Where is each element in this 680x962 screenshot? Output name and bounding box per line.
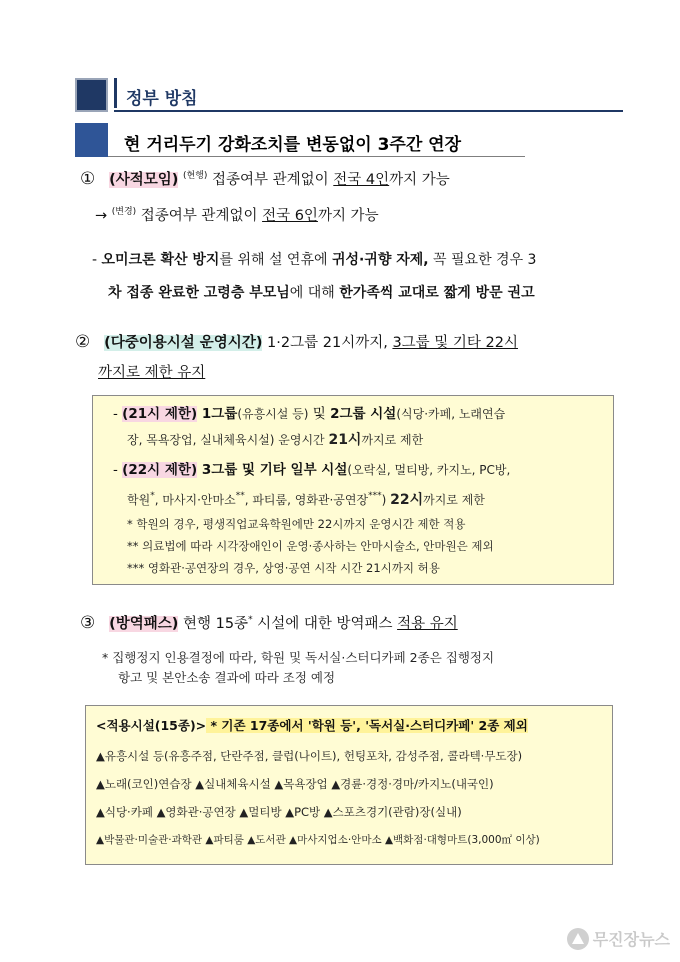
box2-b1-group2-desc: (식당·카페, 노래연습 bbox=[396, 407, 506, 421]
item2-line2 bbox=[98, 363, 205, 383]
item3-label: (방역패스) bbox=[109, 616, 179, 632]
footnote-mark: * bbox=[150, 491, 155, 501]
sub-marker-square bbox=[75, 123, 108, 157]
footnote-mark: * bbox=[248, 615, 253, 625]
item3-note-line2: 항고 및 본안소송 결과에 따라 조정 예정 bbox=[118, 670, 336, 685]
item2-number: ② bbox=[75, 332, 91, 352]
dash: - bbox=[113, 462, 123, 478]
item1-change-tag: (변경) bbox=[111, 207, 137, 217]
section-marker-square bbox=[75, 78, 108, 112]
section-title: 정부 방침 bbox=[114, 78, 623, 112]
sub-header bbox=[75, 123, 525, 157]
box2-b2-group: 3그룹 및 기타 일부 시설 bbox=[197, 462, 348, 478]
dash: - bbox=[92, 252, 102, 268]
box2-b1-line2-text: 장, 목욕장업, 실내체육시설) 운영시간 bbox=[127, 433, 329, 447]
box2-b1-group1-desc: (유흥시설 등) bbox=[237, 407, 309, 421]
box3-row-1: ▲유흥시설 등(유흥주점, 단란주점, 클럽(나이트), 헌팅포차, 감성주점, 콜라텍·무도장) bbox=[96, 749, 523, 763]
box2-b1-conj: 및 bbox=[308, 406, 331, 422]
sub-title: 현 거리두기 강화조치를 변동없이 3주간 연장 bbox=[108, 123, 525, 157]
item1-number: ① bbox=[80, 169, 96, 189]
item1-change-text: 접종여부 관계없이 bbox=[136, 208, 263, 224]
watermark-logo bbox=[567, 927, 670, 950]
box3-header-label: <적용시설(15종)> bbox=[96, 718, 207, 733]
item1-current-limit: 전국 4인 bbox=[333, 172, 390, 188]
item1-note-emph2: 귀성·귀향 자제, bbox=[331, 252, 429, 268]
box2-b1-line2 bbox=[127, 430, 423, 450]
item2-text: 1·2그룹 21시까지, bbox=[262, 335, 393, 351]
box2-b2-tag: (22시 제한) bbox=[122, 462, 198, 478]
item1-change-suffix: 까지 가능 bbox=[317, 208, 379, 224]
footnote-mark: ** bbox=[235, 491, 245, 501]
item1-note-text3: 에 대해 bbox=[289, 285, 340, 301]
item2-line2-text: 까지로 제한 유지 bbox=[98, 365, 206, 381]
item1-note-emph3: 차 접종 완료한 고령층 부모님 bbox=[108, 285, 290, 301]
item1-line1 bbox=[80, 166, 450, 190]
box2-b1-group2: 2그룹 시설 bbox=[330, 406, 397, 422]
item3-text-underlined: 적용 유지 bbox=[397, 616, 458, 632]
item1-note-emph1: 오미크론 확산 방지 bbox=[101, 252, 220, 268]
dash: - bbox=[113, 406, 123, 422]
item2-label: (다중이용시설 운영시간) bbox=[104, 335, 263, 351]
box2-b2-academy: 학원 bbox=[127, 493, 151, 507]
box2-b2-theater: , 파티룸, 영화관·공연장 bbox=[244, 493, 369, 507]
item3-facility-box bbox=[85, 705, 613, 865]
box2-b1-group1: 1그룹 bbox=[197, 406, 238, 422]
box2-b1-tag: (21시 제한) bbox=[122, 406, 198, 422]
box2-footnote-1: * 학원의 경우, 평생직업교육학원에만 22시까지 운영시간 제한 적용 bbox=[127, 517, 466, 531]
item1-current-tag: (현행) bbox=[182, 171, 208, 181]
item3-note-line1: * 집행정지 인용결정에 따라, 학원 및 독서실·스터디카페 2종은 집행정지 bbox=[102, 650, 495, 665]
box2-b1-line1 bbox=[113, 404, 505, 424]
box3-row-3: ▲식당·카페 ▲영화관·공연장 ▲멀티방 ▲PC방 ▲스포츠경기(관람)장(실내) bbox=[96, 805, 462, 819]
box2-b2-line1 bbox=[113, 460, 510, 480]
box3-row-2: ▲노래(코인)연습장 ▲실내체육시설 ▲목욕장업 ▲경륜·경정·경마/카지노(내국인) bbox=[96, 777, 494, 791]
box2-footnote-2: ** 의료법에 따라 시각장애인이 운영·종사하는 안마시술소, 안마원은 제외 bbox=[127, 539, 494, 553]
item1-line2 bbox=[95, 202, 379, 226]
item2-line1 bbox=[75, 332, 518, 353]
box2-b2-suffix: 까지로 제한 bbox=[423, 493, 485, 507]
item2-info-box bbox=[92, 395, 614, 585]
box2-footnote-3: *** 영화관·공연장의 경우, 상영·공연 시작 시간 21시까지 허용 bbox=[127, 561, 440, 575]
item1-note-text1: 를 위해 설 연휴에 bbox=[219, 252, 332, 268]
item1-note-text2: 꼭 필요한 경우 3 bbox=[428, 252, 537, 268]
box3-header-note: * 기존 17종에서 '학원 등', '독서실·스터디카페' 2종 제외 bbox=[206, 718, 528, 733]
box3-row-4: ▲박물관·미술관·과학관 ▲파티룸 ▲도서관 ▲마사지업소·안마소 ▲백화점·대형마트(3,000㎡ 이상) bbox=[96, 834, 540, 846]
box2-b2-massage: , 마사지·안마소 bbox=[154, 493, 236, 507]
item1-note-emph4: 한가족씩 교대로 짧게 방문 권고 bbox=[339, 285, 535, 301]
item3-text2: 시설에 대한 방역패스 bbox=[252, 616, 398, 632]
box2-b1-hour: 21시 bbox=[328, 432, 362, 448]
box2-b2-desc: (오락실, 멀티방, 카지노, PC방, bbox=[347, 463, 511, 477]
box2-b2-close: ) bbox=[381, 493, 391, 507]
footnote-mark: *** bbox=[368, 491, 382, 501]
item1-current-text: 접종여부 관계없이 bbox=[207, 172, 334, 188]
section-header bbox=[75, 78, 623, 112]
item1-label: (사적모임) bbox=[109, 172, 179, 188]
box3-header bbox=[96, 716, 528, 736]
item1-change-limit: 전국 6인 bbox=[262, 208, 318, 224]
item1-note-line2 bbox=[108, 283, 535, 303]
item3-text: 현행 15종 bbox=[178, 616, 249, 632]
item1-current-suffix: 까지 가능 bbox=[389, 172, 450, 188]
watermark-text: 무진장뉴스 bbox=[592, 930, 670, 949]
item2-text-underlined: 3그룹 및 기타 22시 bbox=[392, 335, 518, 351]
mountain-icon bbox=[567, 928, 589, 950]
item3-number: ③ bbox=[80, 613, 96, 633]
box2-b1-suffix: 까지로 제한 bbox=[361, 433, 424, 447]
item1-note-line1 bbox=[92, 250, 536, 270]
arrow-right-icon: → bbox=[95, 208, 108, 224]
item3-line1 bbox=[80, 610, 458, 634]
box2-b2-line2 bbox=[127, 486, 485, 510]
box2-b2-hour: 22시 bbox=[390, 492, 424, 508]
